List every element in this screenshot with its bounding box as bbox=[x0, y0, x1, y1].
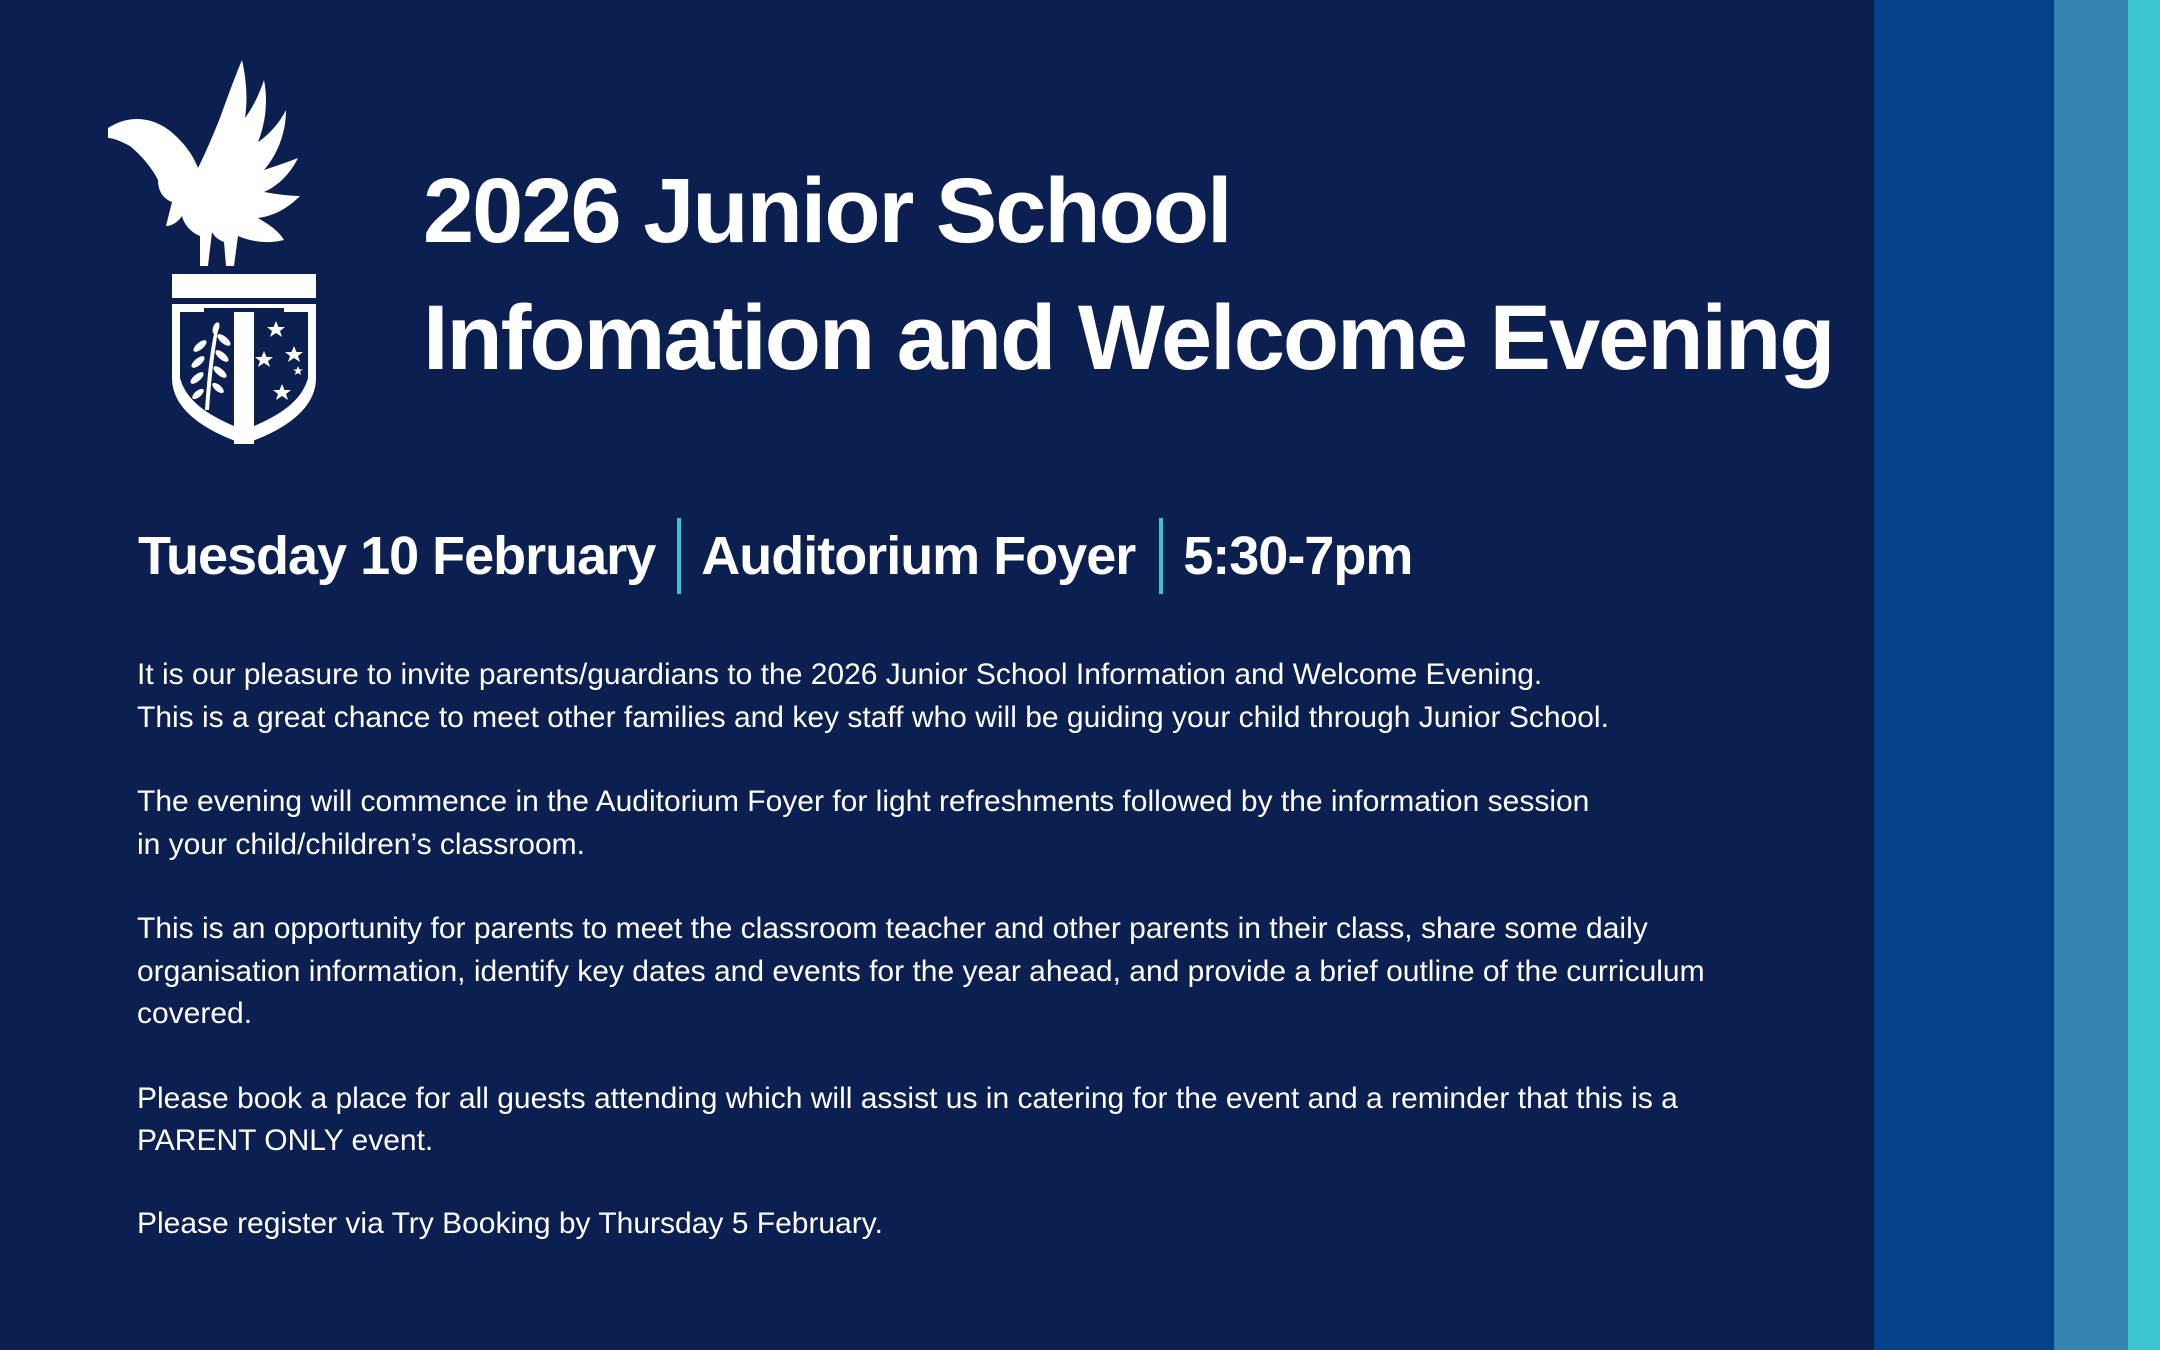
paragraph-line: Please register via Try Booking by Thursday 5 February. bbox=[137, 1206, 883, 1240]
paragraph-line: The evening will commence in the Auditorium Foyer for light refreshments followed by the information session bbox=[137, 785, 1590, 818]
paragraph-line: in your child/children’s classroom. bbox=[137, 827, 585, 861]
event-time: 5:30-7pm bbox=[1183, 526, 1413, 586]
event-divider bbox=[1159, 518, 1163, 594]
invitation-paragraph-1 bbox=[137, 654, 1817, 739]
event-divider bbox=[677, 518, 681, 594]
event-title-line-2: Infomation and Welcome Evening bbox=[423, 287, 1834, 389]
paragraph-line: PARENT ONLY event. bbox=[137, 1124, 434, 1157]
paragraph-line: This is a great chance to meet other families and key staff who will be guiding your child through Junior School. bbox=[137, 700, 1609, 734]
paragraph-line: covered. bbox=[137, 997, 253, 1030]
eagle-shield-crest-icon bbox=[108, 60, 334, 444]
event-title-line-1: 2026 Junior School bbox=[423, 160, 1231, 262]
paragraph-line: organisation information, identify key dates and events for the year ahead, and provide a brief outline of the curriculum bbox=[137, 954, 1705, 988]
decorative-stripe-dark-blue bbox=[1874, 0, 2054, 1350]
invitation-paragraph-4 bbox=[137, 1078, 1817, 1163]
registration-note bbox=[137, 1203, 1817, 1246]
invitation-paragraph-3 bbox=[137, 908, 1817, 1036]
event-title bbox=[423, 148, 1833, 402]
decorative-stripe-mid-blue bbox=[2054, 0, 2128, 1350]
event-date: Tuesday 10 February bbox=[138, 526, 656, 586]
event-details-bar bbox=[138, 518, 1412, 594]
decorative-stripe-cyan bbox=[2128, 0, 2160, 1350]
event-venue: Auditorium Foyer bbox=[701, 526, 1136, 586]
paragraph-line: It is our pleasure to invite parents/guardians to the 2026 Junior School Information and Welcome Evening. bbox=[137, 658, 1543, 691]
paragraph-line: This is an opportunity for parents to meet the classroom teacher and other parents in their class, share some daily bbox=[137, 912, 1648, 945]
invitation-paragraph-2 bbox=[137, 781, 1817, 866]
paragraph-line: Please book a place for all guests attending which will assist us in catering for the event and a reminder that this is a bbox=[137, 1081, 1678, 1115]
invitation-body bbox=[137, 654, 1817, 1287]
